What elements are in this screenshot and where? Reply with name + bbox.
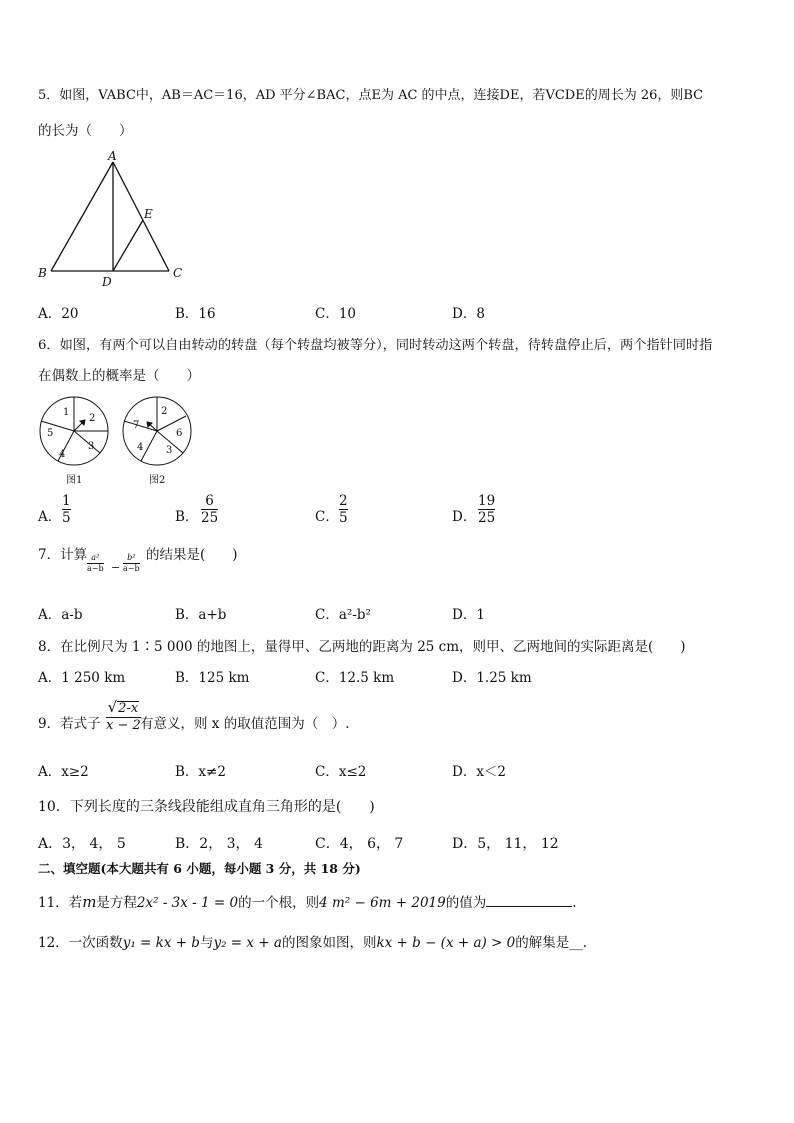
- q11-p3: 的一个根，则: [238, 895, 320, 911]
- edge-ab: [51, 162, 113, 271]
- label-a: A: [108, 149, 117, 163]
- q6-option-d-num: 19: [478, 493, 496, 509]
- q6-option-b-num: 6: [205, 493, 214, 509]
- q6-option-c-num: 2: [339, 493, 348, 509]
- edge-ac: [113, 162, 169, 271]
- label-b: B: [38, 266, 47, 280]
- spinner-2-num-4: 4: [137, 442, 144, 453]
- q10-line1: 10．下列长度的三条线段能组成直角三角形的是( ): [38, 799, 375, 815]
- q6-option-c-letter: C．: [315, 509, 339, 525]
- q7-fraction-1: [87, 554, 104, 574]
- q8-option-a: A．1 250 km: [38, 670, 126, 686]
- spinner-2-num-3: 3: [166, 445, 173, 456]
- q6-option-b-letter: B．: [175, 509, 199, 525]
- q11-end: .: [572, 895, 577, 911]
- q10-option-d: D．5， 11， 12: [452, 836, 559, 852]
- q5-option-b: B．16: [175, 306, 216, 322]
- q6-option-c-den: 5: [339, 510, 348, 527]
- q9-suffix: 有意义，则 x 的取值范围为（ ）.: [140, 716, 350, 732]
- label-d: D: [102, 275, 112, 289]
- q6-option-b-fraction: [201, 494, 218, 525]
- q5-triangle-figure: [36, 148, 196, 290]
- q11-answer-blank: [486, 894, 572, 907]
- q9-sqrt-content: 2-x: [118, 701, 139, 716]
- q6-option-d-fraction: [478, 494, 495, 525]
- spinner-1-caption: 图1: [66, 475, 83, 486]
- spinner-1-num-1: 1: [63, 407, 70, 418]
- q7-frac2-num: b²: [127, 553, 136, 562]
- q5-option-c: C．10: [315, 306, 357, 322]
- q9-numerator: √2-x: [107, 698, 139, 716]
- q8-line1: 8．在比例尺为 1∶5 000 的地图上，量得甲、乙两地的距离为 25 cm，则甲、乙两地间的实际距离是( ): [38, 639, 686, 655]
- q12-y2: y₂ = x + a: [213, 935, 282, 951]
- q12-end: __.: [569, 935, 588, 951]
- spinner-2-num-2: 2: [161, 406, 168, 417]
- q6-option-b-den: 25: [201, 510, 219, 527]
- q6-option-c-fraction: [339, 494, 348, 525]
- q12-p3: 的图象如图，则: [281, 935, 377, 951]
- q6-spinner-figure: [36, 394, 196, 488]
- q11-line: [38, 891, 577, 911]
- q9-option-a: A．x≥2: [38, 764, 89, 780]
- q6-line2: 在偶数上的概率是（ ）: [38, 368, 200, 384]
- q6-option-a-den: 5: [62, 510, 71, 527]
- q6-option-a-letter: A．: [38, 509, 62, 525]
- q9-prefix: 9．若式子: [38, 716, 101, 732]
- q6-line1: 6．如图，有两个可以自由转动的转盘（每个转盘均被等分），同时转动这两个转盘，待转盘停止后，两个指针同时指: [38, 338, 713, 353]
- q7-fraction-2: [123, 554, 140, 574]
- q6-option-d-den: 25: [478, 510, 496, 527]
- q7-frac1-num: a²: [91, 553, 100, 562]
- q11-p1: 11．若: [38, 895, 83, 911]
- q10-option-a: A．3， 4， 5: [38, 836, 126, 852]
- edge-de: [113, 220, 143, 271]
- q11-m: m: [82, 893, 97, 911]
- q7-option-b: B．a+b: [175, 607, 227, 623]
- q12-p4: 的解集是: [515, 935, 570, 951]
- q11-equation: 2x² - 3x - 1 = 0: [136, 895, 239, 911]
- q7-frac1-den: a−b: [87, 564, 104, 574]
- q6-option-d-letter: D．: [452, 509, 477, 525]
- q10-option-c: C．4， 6， 7: [315, 836, 404, 852]
- q10-option-b: B．2， 3， 4: [175, 836, 263, 852]
- q7-minus: −: [111, 561, 121, 574]
- spinner-1-num-2: 2: [89, 413, 96, 424]
- q5-option-a: A．20: [38, 306, 79, 322]
- label-c: C: [173, 266, 183, 280]
- q9-fraction: [106, 700, 141, 732]
- spinner-1-num-4: 4: [59, 449, 66, 460]
- q11-p2: 是方程: [96, 895, 137, 911]
- q8-option-c: C．12.5 km: [315, 670, 395, 686]
- q6-option-a-num: 1: [62, 493, 71, 509]
- q12-p2: 与: [199, 935, 214, 951]
- q11-p4: 的值为: [445, 895, 487, 911]
- section-2-heading: 二、填空题(本大题共有 6 小题，每小题 3 分，共 18 分): [38, 861, 361, 876]
- spinner-2-caption: 图2: [149, 475, 166, 486]
- q7-option-c: C．a²-b²: [315, 607, 371, 623]
- q9-option-d: D．x＜2: [452, 764, 507, 780]
- label-e: E: [144, 207, 153, 221]
- q9-denominator: x − 2: [106, 717, 141, 733]
- q12-p1: 12．一次函数: [38, 935, 123, 951]
- q7-option-d: D．1: [452, 607, 485, 623]
- q7-frac2-den: a−b: [123, 564, 140, 574]
- q5-line2: 的长为（ ）: [38, 123, 133, 139]
- q7-prefix: 7．计算: [38, 547, 88, 563]
- spinner-2-num-7: 7: [133, 420, 140, 431]
- q12-line: [38, 931, 587, 951]
- spinner-1-num-3: 3: [88, 441, 95, 452]
- q7-option-a: A．a-b: [38, 607, 83, 623]
- q12-inequality: kx + b − (x + a) > 0: [376, 935, 516, 951]
- q11-expression: 4 m² − 6m + 2019: [319, 895, 446, 911]
- q9-option-b: B．x≠2: [175, 764, 226, 780]
- q5-option-d: D．8: [452, 306, 485, 322]
- q8-option-d: D．1.25 km: [452, 670, 532, 686]
- q6-option-a-fraction: [62, 494, 71, 525]
- q12-y1: y₁ = kx + b: [122, 935, 200, 951]
- q5-line1: 5．如图，VABC中，AB＝AC＝16，AD 平分∠BAC，点E为 AC 的中点，连接DE，若VCDE的周长为 26，则BC: [38, 88, 704, 103]
- q7-suffix: 的结果是( ): [146, 547, 238, 563]
- spinner-1-num-5: 5: [47, 428, 54, 439]
- q9-option-c: C．x≤2: [315, 764, 367, 780]
- spinner-2-num-6: 6: [176, 428, 183, 439]
- q8-option-b: B．125 km: [175, 670, 250, 686]
